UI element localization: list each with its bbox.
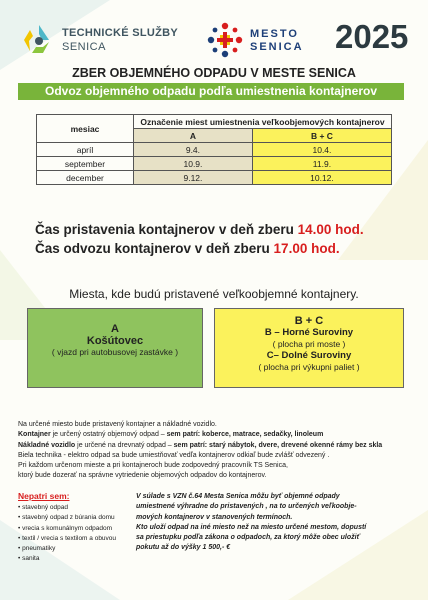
technicke-sluzby-logo — [22, 22, 179, 56]
col-b-header: B + C — [252, 129, 391, 143]
location-bc-box — [214, 308, 404, 388]
col-a-header: A — [134, 129, 253, 143]
info-label-truck: Nákladné vozidlo — [18, 441, 76, 449]
list-item: • sanita — [18, 554, 116, 564]
not-belong-title: Nepatri sem: — [18, 491, 70, 501]
recycle-logo-icon — [22, 22, 56, 56]
table-row — [37, 157, 392, 171]
col-group-header: Označenie miest umiestnenia veľkoobjemových kontajnerov — [134, 115, 392, 129]
date-b-cell: 10.12. — [252, 171, 391, 185]
location-c-note: ( plocha pri výkupni paliet ) — [258, 362, 360, 372]
legal-line: Kto uloží odpad na iné miesto než na miesto určené mestom, dopustí — [136, 523, 367, 531]
page-title: ZBER OBJEMNÉHO ODPADU V MESTE SENICA — [72, 66, 356, 80]
placement-time-value: 14.00 hod. — [297, 222, 364, 237]
list-item: • pneumatiky — [18, 544, 116, 554]
logo-ts-line1: TECHNICKÉ SLUŽBY — [62, 27, 179, 39]
legal-line: sa priestupku podľa zákona o odpadoch, za ktorý môže obec uložiť — [136, 534, 360, 542]
table-row — [37, 171, 392, 185]
info-bold-truck: sem patrí: starý nábytok, dvere, drevené okenné rámy bez skla — [173, 441, 383, 449]
table-row — [37, 143, 392, 157]
table-header-row — [37, 115, 392, 129]
collection-times — [35, 220, 364, 258]
list-item: • stavebný odpad z búrania domu — [18, 513, 116, 523]
col-month-header: mesiac — [37, 115, 134, 143]
info-bold-container: sem patrí: koberce, matrace, sedačky, linoleum — [166, 431, 324, 439]
location-a-letter: A — [111, 323, 119, 335]
date-b-cell: 11.9. — [252, 157, 391, 171]
info-line — [18, 430, 418, 440]
list-item: • stavebný odpad — [18, 503, 116, 513]
date-b-cell: 10.4. — [252, 143, 391, 157]
date-a-cell: 9.4. — [134, 143, 253, 157]
placement-time-label: Čas pristavenia kontajnerov v deň zberu — [35, 222, 298, 237]
places-heading: Miesta, kde budú pristavené veľkoobjemné kontajnery. — [69, 287, 359, 301]
removal-time-label: Čas odvozu kontajnerov v deň zberu — [35, 241, 274, 256]
logo-mesto-line1: MESTO — [250, 28, 299, 40]
info-line: ktorý bude dozerať na správne vytriedenie objemových odpadov do kontajnerov. — [18, 472, 267, 480]
removal-time-line — [35, 239, 364, 258]
month-cell: december — [37, 171, 134, 185]
legal-line: mových kontajnerov v stanovených termínoch. — [136, 513, 293, 521]
mesto-senica-logo — [206, 22, 326, 58]
info-text-truck: je určené na drevnatý odpad – — [75, 441, 174, 449]
list-item: • vrecia s komunálnym odpadom — [18, 524, 116, 534]
logo-mesto-line2: SENICA — [250, 41, 304, 53]
legal-line: umiestnené výhradne do pristavených , na to určených veľkoobje- — [136, 503, 357, 511]
logo-ts-line2: SENICA — [62, 41, 106, 53]
info-text — [18, 420, 418, 482]
month-cell: september — [37, 157, 134, 171]
placement-time-line — [35, 220, 364, 239]
location-c-name: C– Dolné Suroviny — [266, 350, 352, 361]
legal-line: pokutu až do výšky 1 500,- € — [136, 544, 231, 552]
year: 2025 — [335, 18, 409, 55]
schedule-table — [36, 114, 392, 185]
location-a-name: Košútovec — [86, 335, 144, 347]
date-a-cell: 10.9. — [134, 157, 253, 171]
not-belong-list — [18, 503, 116, 565]
info-line: Pri každom určenom mieste a pri kontajneroch bude zodpovedný pracovník TS Senica, — [18, 462, 288, 470]
subtitle-banner: Odvoz objemného odpadu podľa umiestnenia kontajnerov — [18, 83, 404, 100]
info-line: Biela technika - elektro odpad sa bude umiestňovať vedľa kontajnerov odkiaľ bude zvlášť odvezený . — [18, 451, 330, 459]
location-b-name: B – Horné Suroviny — [264, 327, 354, 338]
location-a-box — [27, 308, 203, 388]
date-a-cell: 9.12. — [134, 171, 253, 185]
removal-time-value: 17.00 hod. — [273, 241, 340, 256]
legal-line: V súlade s VZN č.64 Mesta Senica môžu byť objemné odpady — [136, 493, 340, 500]
info-label-container: Kontajner — [18, 431, 51, 439]
info-text-container: je určený ostatný objemový odpad – — [50, 431, 167, 439]
location-b-note: ( plocha pri moste ) — [272, 339, 346, 349]
list-item: • textil / vrecia s textilom a obuvou — [18, 534, 116, 544]
location-a-note: ( vjazd pri autobusovej zastávke ) — [51, 347, 179, 357]
info-line — [18, 441, 418, 451]
legal-notice — [136, 492, 410, 554]
info-line: Na určené miesto bude pristavený kontajner a nákladné vozidlo. — [18, 421, 217, 428]
city-emblem-icon — [206, 22, 244, 58]
location-bc-letters: B + C — [294, 315, 324, 327]
month-cell: apríl — [37, 143, 134, 157]
